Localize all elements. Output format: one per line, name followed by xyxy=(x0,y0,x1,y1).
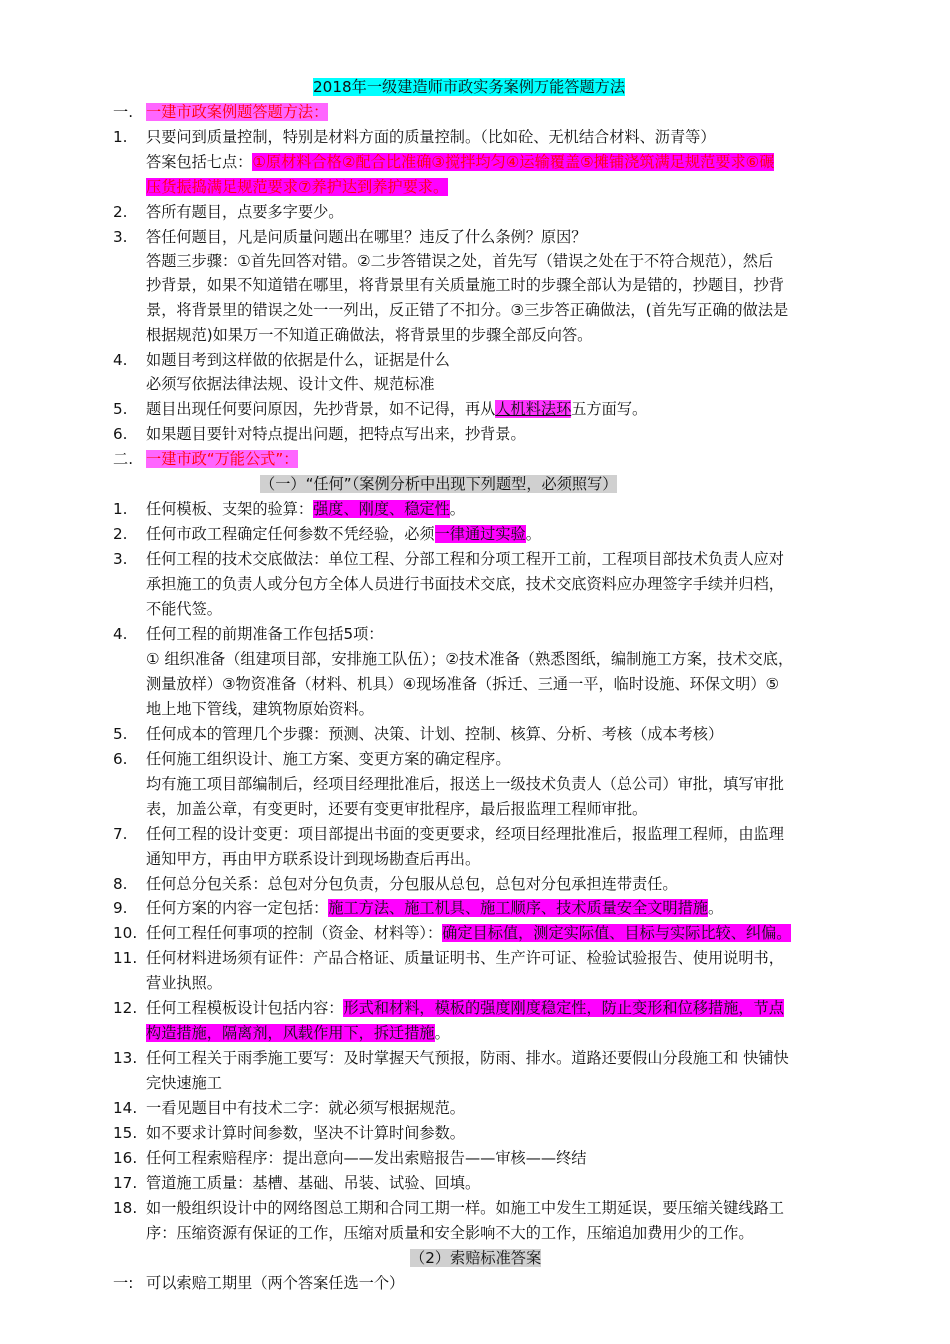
document-page: 2018年一级建造师市政实务案例万能答题方法 一. 一建市政案例题答题方法： 1. 只要问到质量控制，特别是材料方面的质量控制。（比如砼、无机结合材料、沥青等） 答案包括七点：①原材料合格②配合比准确③搅拌均匀④运输覆盖⑤摊铺浇筑满足规范要求⑥碾 压货振捣满足规范要求⑦养护达到养护要求。 2. 答所有题目，点要多字要少。 3. 答任何题目，凡是问质量问题出在哪里？违反了什么条例？原因？ 答题三步骤：①首先回答对错。②二步答错误之处，首先写（错误之处在于不符合规范），然后 抄背景，如果不知道错在哪里，将背景里有关质量施工时的步骤全部认为是错的，抄题目，抄背 景，将背景里的错误之处一一列出，反正错了不扣分。③三步答正确做法，(首先写正确的做法是 根据规范)如果万一不知道正确做法，将背景里的步骤全部反向答。 4. 如题目考到这样做的依据是什么，证据是什么 必须写依据法律法规、设计文件、规范标准 5. 题目出现任何要问原因，先抄背景，如不记得，再从人机料法环五方面写。 6. 如果题目要针对特点提出问题，把特点写出来，抄背景。 二. 一建市政“万能公式”： （一）“任何”（案例分析中出现下列题型，必须照写） 1. 任何模板、支架的验算：强度、刚度、稳定性。 2. 任何市政工程确定任何参数不凭经验，必须一律通过实验。 3. 任何工程的技术交底做法：单位工程、分部工程和分项工程开工前，工程项目部技术负责人应对 承担施工的负责人或分包方全体人员进行书面技术交底，技术交底资料应办理签字手续并归档， 不能代签。 4. 任何工程的前期准备工作包括5项： ① 组织准备（组建项目部，安排施工队伍）；②技术准备（熟悉图纸，编制施工方案，技术交底， 测量放样）③物资准备（材料、机具）④现场准备（拆迁、三通一平，临时设施、环保文明）⑤ 地上地下管线，建筑物原始资料。 5. 任何成本的管理几个步骤：预测、决策、计划、控制、核算、分析、考核（成本考核） 6. 任何施工组织设计、施工方案、变更方案的确定程序。 均有施工项目部编制后，经项目经理批准后，报送上一级技术负责人（总公司）审批，填写审批 表，加盖公章，有变更时，还要有变更审批程序，最后报监理工程师审批。 7. 任何工程的设计变更：项目部提出书面的变更要求，经项目经理批准后，报监理工程师，由监理 通知甲方，再由甲方联系设计到现场勘查后再出。 8. 任何总分包关系：总包对分包负责，分包服从总包，总包对分包承担连带责任。 9. 任何方案的内容一定包括：施工方法、施工机具、施工顺序、技术质量安全文明措施。 10. 任何工程任何事项的控制（资金、材料等）：确定目标值，测定实际值、目标与实际比较、纠偏。 11. 任何材料进场须有证件：产品合格证、质量证明书、生产许可证、检验试验报告、使用说明书， 营业执照。 12. 任何工程模板设计包括内容：形式和材料，模板的强度刚度稳定性，防止变形和位移措施，节点 构造措施，隔离剂，风载作用下，拆迁措施。 13. 任何工程关于雨季施工要写：及时掌握天气预报，防雨、排水。道路还要假山分段施工和 快铺快 完快速施工 14. 一看见题目中有技术二字：就必须写根据规范。 15. 如不要求计算时间参数，坚决不计算时间参数。 16. 任何工程索赔程序：提出意向——发出索赔报告——审核——终结 17. 管道施工质量：基槽、基础、吊装、试验、回填。 18. 如一般组织设计中的网络图总工期和合同工期一样。如施工中发生工期延误，要压缩关键线路工 序：压缩资源有保证的工作，压缩对质量和安全影响不大的工作，压缩追加费用少的工作。 （2）索赔标准答案 一: 可以索赔工期里（两个答案任选一个） xyxy=(0,0,950,1344)
subheading-2: （2）索赔标准答案 xyxy=(410,1249,542,1267)
subheading-1: （一）“任何”（案例分析中出现下列题型，必须照写） xyxy=(260,475,618,493)
doc-title: 2018年一级建造师市政实务案例万能答题方法 xyxy=(313,78,626,96)
